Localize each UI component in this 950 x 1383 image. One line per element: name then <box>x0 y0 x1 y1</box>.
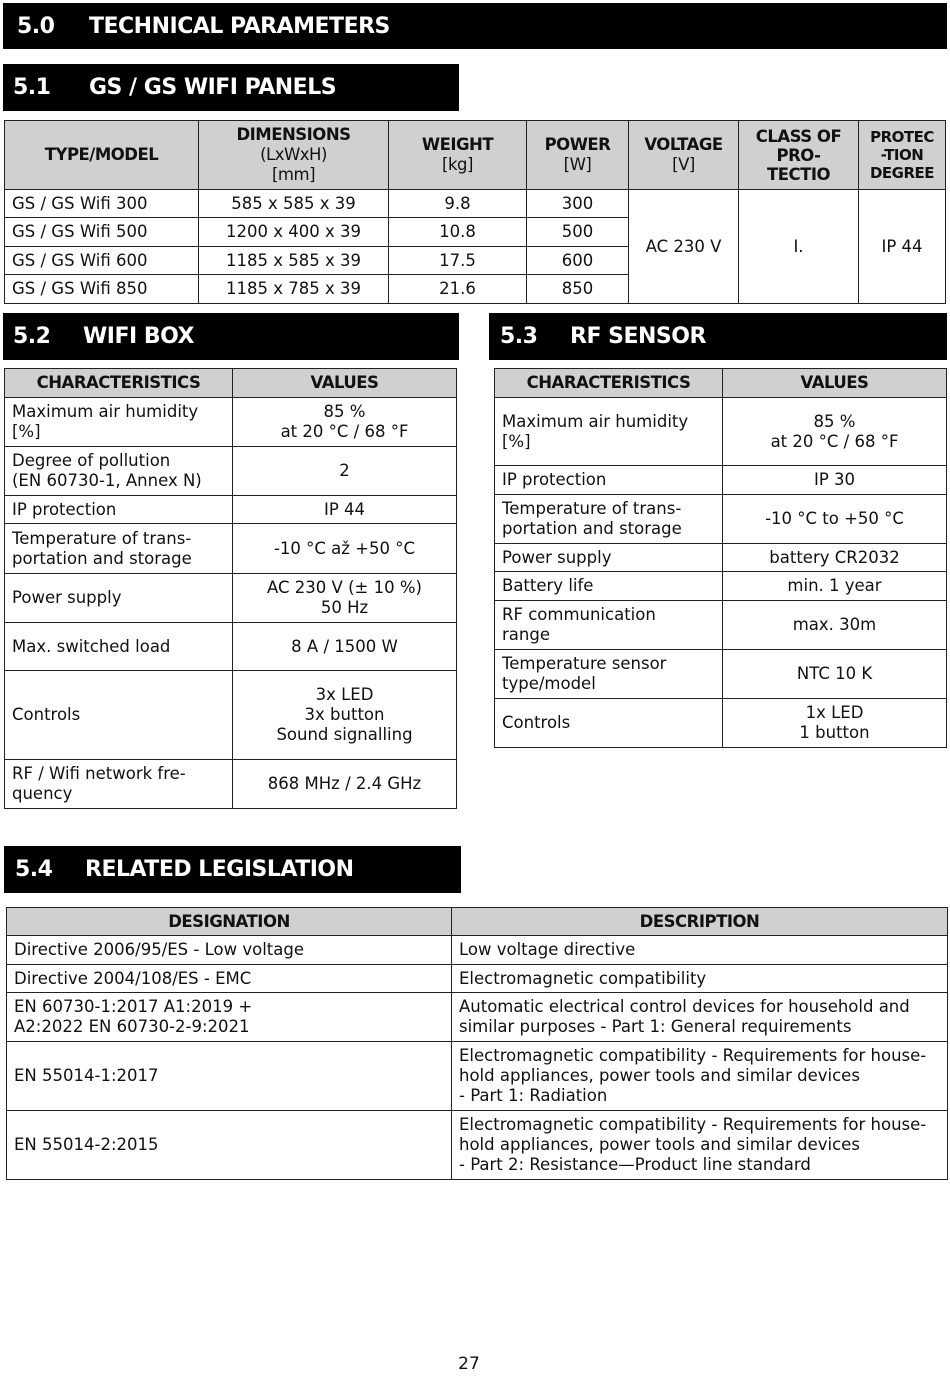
header-label: TYPE/MODEL <box>44 145 159 164</box>
characteristic-cell: Max. switched load <box>5 623 233 671</box>
header-label: PROTEC -TION DEGREE <box>869 128 935 182</box>
header-values: VALUES <box>723 369 947 398</box>
weight-cell: 21.6 <box>389 275 527 304</box>
wifi-box-table <box>4 368 457 809</box>
header-characteristics: CHARACTERISTICS <box>5 369 233 398</box>
value-cell: IP 30 <box>723 466 947 495</box>
power-cell: 850 <box>527 275 629 304</box>
characteristic-cell: Power supply <box>495 544 723 572</box>
section-title: TECHNICAL PARAMETERS <box>89 13 390 39</box>
weight-cell: 17.5 <box>389 247 527 275</box>
description-cell: Electromagnetic compatibility <box>452 965 948 993</box>
value-cell: NTC 10 K <box>723 650 947 699</box>
section-number: 5.0 <box>17 13 55 39</box>
characteristic-cell: Maximum air humidity [%] <box>5 398 233 447</box>
header-dimensions <box>199 121 389 190</box>
table-row <box>5 447 457 496</box>
model-cell: GS / GS Wifi 850 <box>5 275 199 304</box>
header-designation: DESIGNATION <box>7 908 452 936</box>
dimensions-cell: 1185 x 785 x 39 <box>199 275 389 304</box>
power-cell: 500 <box>527 218 629 247</box>
table-row <box>495 544 947 572</box>
header-unit: (LxWxH) [mm] <box>260 145 327 184</box>
degree-cell: IP 44 <box>859 190 946 304</box>
characteristic-cell: IP protection <box>495 466 723 495</box>
characteristic-cell: Maximum air humidity [%] <box>495 398 723 466</box>
model-cell: GS / GS Wifi 300 <box>5 190 199 218</box>
table-row <box>5 190 946 218</box>
value-cell: 868 MHz / 2.4 GHz <box>233 760 457 809</box>
table-row <box>5 496 457 524</box>
value-cell: 2 <box>233 447 457 496</box>
table-row <box>7 965 948 993</box>
header-voltage <box>629 121 739 190</box>
value-cell: min. 1 year <box>723 572 947 601</box>
section-5-2-header <box>3 313 459 360</box>
section-number: 5.2 <box>13 324 51 349</box>
description-cell: Low voltage directive <box>452 936 948 965</box>
table-row <box>495 650 947 699</box>
value-cell: 85 % at 20 °C / 68 °F <box>723 398 947 466</box>
table-row <box>7 1042 948 1111</box>
section-number: 5.1 <box>13 75 51 100</box>
value-cell: AC 230 V (± 10 %) 50 Hz <box>233 574 457 623</box>
dimensions-cell: 1185 x 585 x 39 <box>199 247 389 275</box>
characteristic-cell: Controls <box>5 671 233 760</box>
description-cell: Electromagnetic compatibility - Requirements for house- hold appliances, power tools and similar devices - Part 1: Radiation <box>452 1042 948 1111</box>
description-cell: Electromagnetic compatibility - Requirements for house- hold appliances, power tools and similar devices - Part 2: Resistance—Product line standard <box>452 1111 948 1180</box>
table-row <box>5 671 457 760</box>
power-cell: 600 <box>527 247 629 275</box>
section-title: RELATED LEGISLATION <box>85 857 354 882</box>
value-cell: -10 °C to +50 °C <box>723 495 947 544</box>
section-number: 5.4 <box>15 857 53 882</box>
characteristic-cell: Controls <box>495 699 723 748</box>
header-unit: [V] <box>672 155 695 174</box>
header-class <box>739 121 859 190</box>
designation-cell: Directive 2006/95/ES - Low voltage <box>7 936 452 965</box>
characteristic-cell: Temperature sensor type/model <box>495 650 723 699</box>
header-label: CLASS OF PRO- TECTIO <box>755 126 842 184</box>
panels-table <box>4 120 946 304</box>
table-row <box>7 936 948 965</box>
weight-cell: 10.8 <box>389 218 527 247</box>
section-number: 5.3 <box>500 324 538 349</box>
characteristic-cell: RF communication range <box>495 601 723 650</box>
section-5-0-header <box>3 3 947 49</box>
characteristic-cell: Power supply <box>5 574 233 623</box>
table-row <box>495 601 947 650</box>
power-cell: 300 <box>527 190 629 218</box>
value-cell: 3x LED 3x button Sound signalling <box>233 671 457 760</box>
table-row <box>495 398 947 466</box>
designation-cell: EN 60730-1:2017 A1:2019 + A2:2022 EN 60730-2-9:2021 <box>7 993 452 1042</box>
table-header-row <box>495 369 947 398</box>
header-weight <box>389 121 527 190</box>
designation-cell: Directive 2004/108/ES - EMC <box>7 965 452 993</box>
table-row <box>5 760 457 809</box>
table-row <box>495 466 947 495</box>
table-header-row <box>5 121 946 190</box>
table-row <box>495 495 947 544</box>
value-cell: 8 A / 1500 W <box>233 623 457 671</box>
header-label: VOLTAGE <box>644 135 723 154</box>
dimensions-cell: 1200 x 400 x 39 <box>199 218 389 247</box>
designation-cell: EN 55014-2:2015 <box>7 1111 452 1180</box>
section-5-3-header <box>489 313 947 360</box>
legislation-table <box>6 907 948 1180</box>
header-values: VALUES <box>233 369 457 398</box>
header-power <box>527 121 629 190</box>
header-characteristics: CHARACTERISTICS <box>495 369 723 398</box>
characteristic-cell: Temperature of trans- portation and storage <box>495 495 723 544</box>
table-row <box>5 623 457 671</box>
header-label: POWER <box>544 135 611 154</box>
table-row <box>7 993 948 1042</box>
table-row <box>5 398 457 447</box>
model-cell: GS / GS Wifi 500 <box>5 218 199 247</box>
value-cell: 1x LED 1 button <box>723 699 947 748</box>
header-label: WEIGHT <box>421 135 494 154</box>
voltage-cell: AC 230 V <box>629 190 739 304</box>
value-cell: -10 °C až +50 °C <box>233 524 457 574</box>
characteristic-cell: IP protection <box>5 496 233 524</box>
section-title: WIFI BOX <box>83 324 194 349</box>
weight-cell: 9.8 <box>389 190 527 218</box>
class-cell: I. <box>739 190 859 304</box>
description-cell: Automatic electrical control devices for household and similar purposes - Part 1: General requirements <box>452 993 948 1042</box>
header-label: DIMENSIONS <box>236 125 351 144</box>
table-header-row <box>7 908 948 936</box>
table-row <box>5 574 457 623</box>
table-row <box>495 572 947 601</box>
value-cell: 85 % at 20 °C / 68 °F <box>233 398 457 447</box>
dimensions-cell: 585 x 585 x 39 <box>199 190 389 218</box>
table-row <box>7 1111 948 1180</box>
rf-sensor-table <box>494 368 947 748</box>
header-description: DESCRIPTION <box>452 908 948 936</box>
table-row <box>495 699 947 748</box>
designation-cell: EN 55014-1:2017 <box>7 1042 452 1111</box>
section-title: GS / GS WIFI PANELS <box>89 75 337 100</box>
model-cell: GS / GS Wifi 600 <box>5 247 199 275</box>
header-degree <box>859 121 946 190</box>
page-number: 27 <box>458 1354 480 1374</box>
value-cell: max. 30m <box>723 601 947 650</box>
characteristic-cell: RF / Wifi network fre- quency <box>5 760 233 809</box>
value-cell: battery CR2032 <box>723 544 947 572</box>
table-row <box>5 524 457 574</box>
table-header-row <box>5 369 457 398</box>
characteristic-cell: Battery life <box>495 572 723 601</box>
characteristic-cell: Degree of pollution (EN 60730-1, Annex N) <box>5 447 233 496</box>
section-title: RF SENSOR <box>570 324 706 349</box>
header-type-model <box>5 121 199 190</box>
header-unit: [kg] <box>442 155 473 174</box>
section-5-1-header <box>3 64 459 111</box>
value-cell: IP 44 <box>233 496 457 524</box>
header-unit: [W] <box>563 155 592 174</box>
characteristic-cell: Temperature of trans- portation and storage <box>5 524 233 574</box>
section-5-4-header <box>4 846 461 893</box>
